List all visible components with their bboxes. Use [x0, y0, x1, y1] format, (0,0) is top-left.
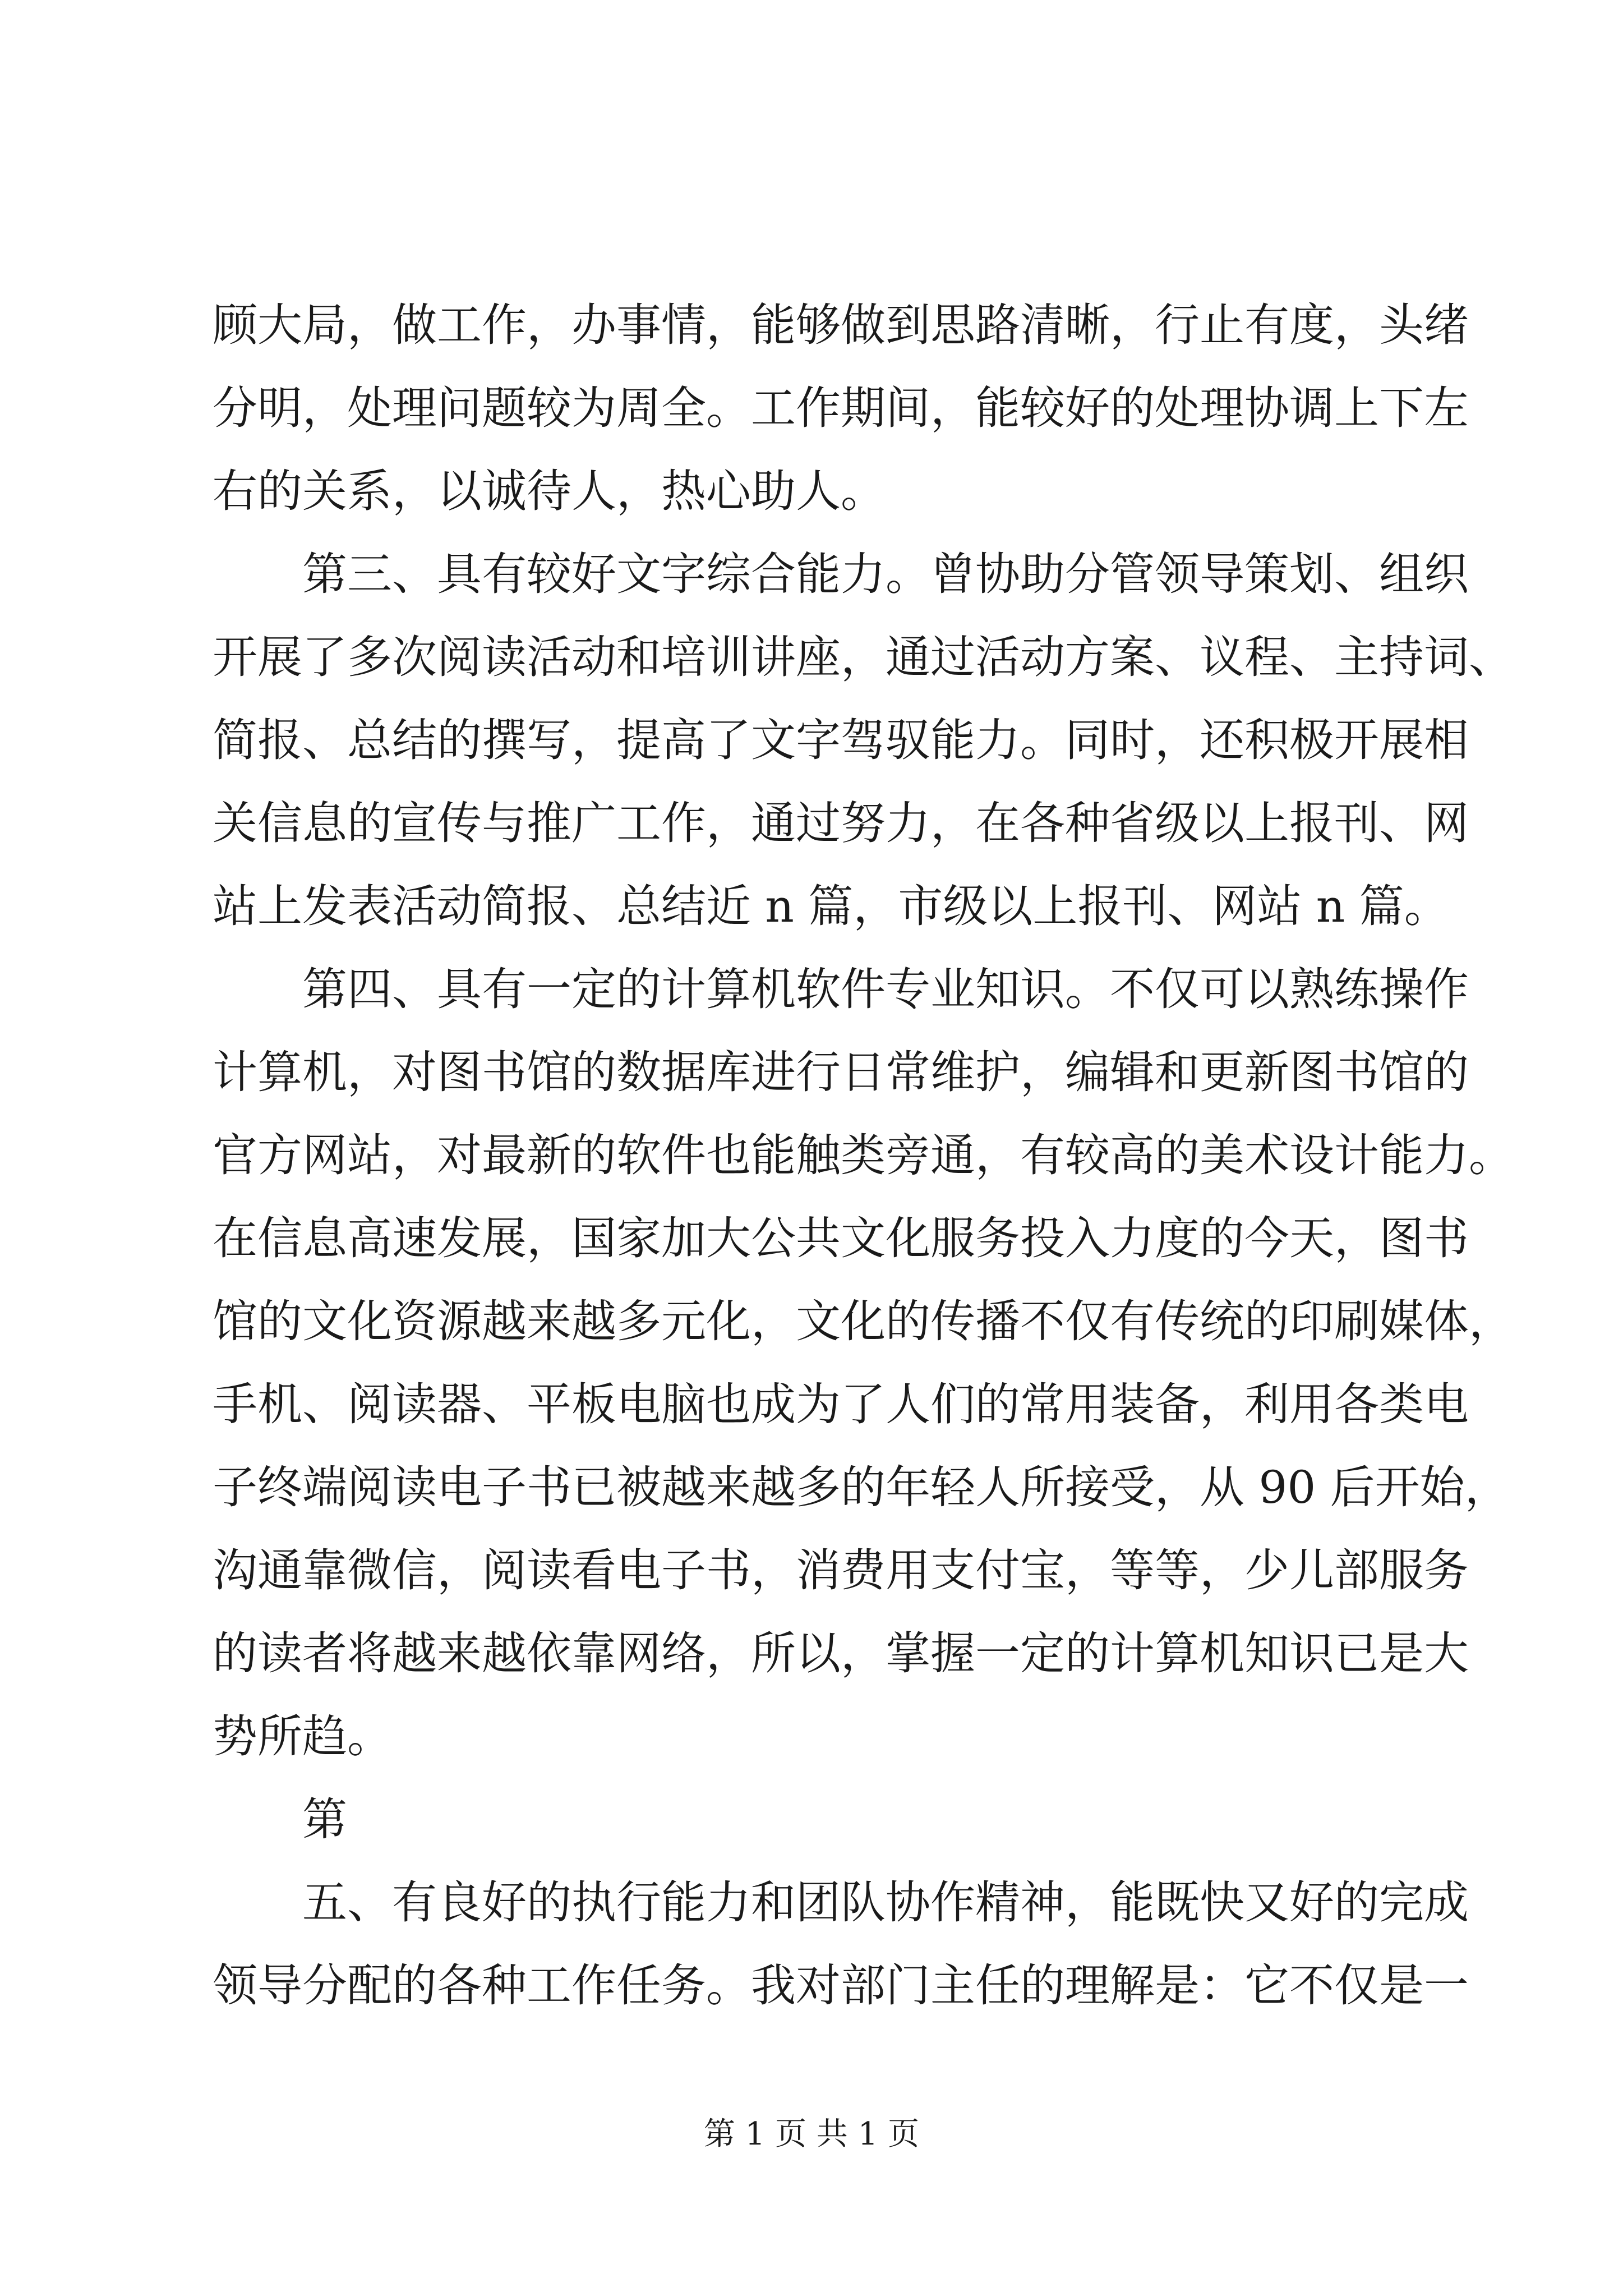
text-line: 右的关系，以诚待人，热心助人。 — [213, 465, 886, 517]
page-footer: 第 1 页 共 1 页 — [703, 2116, 920, 2152]
text-line: 子终端阅读电子书已被越来越多的年轻人所接受，从 90 后开始， — [213, 1461, 1510, 1513]
paragraph-start-line: 五、有良好的执行能力和团队协作精神，能既快又好的完成 — [302, 1876, 1469, 1929]
text-line: 馆的文化资源越来越多元化，文化的传播不仅有传统的印刷媒体， — [213, 1295, 1514, 1347]
text-line: 的读者将越来越依靠网络，所以，掌握一定的计算机知识已是大 — [213, 1627, 1469, 1680]
paragraph-start-line: 第 — [302, 1793, 347, 1846]
text-line: 沟通靠微信，阅读看电子书，消费用支付宝，等等，少儿部服务 — [213, 1544, 1469, 1596]
text-line: 势所趋。 — [213, 1710, 392, 1763]
paragraph-start-line: 第三、具有较好文字综合能力。曾协助分管领导策划、组织 — [302, 548, 1469, 600]
text-line: 顾大局，做工作，办事情，能够做到思路清晰，行止有度，头绪 — [213, 299, 1469, 351]
paragraph-start-line: 第四、具有一定的计算机软件专业知识。不仅可以熟练操作 — [302, 963, 1469, 1015]
text-line: 手机、阅读器、平板电脑也成为了人们的常用装备，利用各类电 — [213, 1378, 1469, 1430]
text-line: 简报、总结的撰写，提高了文字驾驭能力。同时，还积极开展相 — [213, 714, 1469, 766]
text-line: 领导分配的各种工作任务。我对部门主任的理解是：它不仅是一 — [213, 1959, 1469, 2012]
text-line: 分明，处理问题较为周全。工作期间，能较好的处理协调上下左 — [213, 382, 1469, 434]
text-line: 计算机，对图书馆的数据库进行日常维护，编辑和更新图书馆的 — [213, 1046, 1469, 1098]
text-line: 关信息的宣传与推广工作，通过努力，在各种省级以上报刊、网 — [213, 797, 1469, 849]
text-line: 官方网站，对最新的软件也能触类旁通，有较高的美术设计能力。 — [213, 1129, 1514, 1181]
text-line: 站上发表活动简报、总结近 n 篇，市级以上报刊、网站 n 篇。 — [213, 880, 1449, 932]
text-line: 开展了多次阅读活动和培训讲座，通过活动方案、议程、主持词、 — [213, 631, 1514, 683]
text-line: 在信息高速发展，国家加大公共文化服务投入力度的今天，图书 — [213, 1212, 1469, 1264]
